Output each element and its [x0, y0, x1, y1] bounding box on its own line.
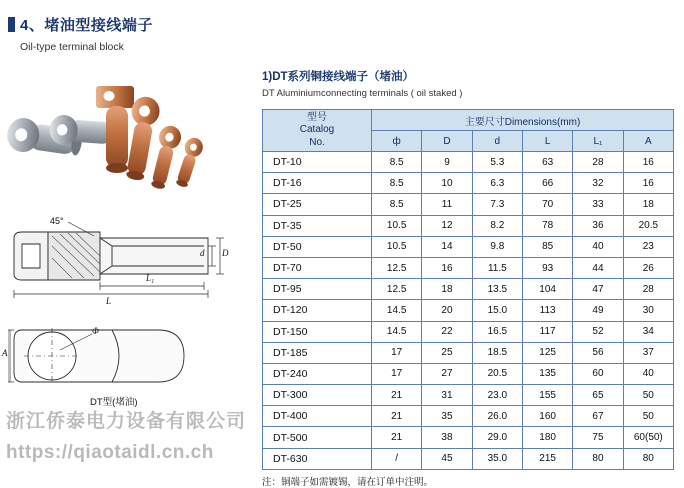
L-cell: 135 — [522, 363, 572, 384]
table-note — [262, 474, 674, 488]
page-title: 4、堵油型接线端子 — [20, 17, 153, 34]
L-cell: 93 — [522, 257, 572, 278]
header-catalog-cn: 型号 — [307, 111, 327, 123]
A-cell: 26 — [623, 257, 673, 278]
model-cell: DT-240 — [263, 363, 372, 384]
d-cell: 5.3 — [472, 152, 522, 173]
L1-cell: 56 — [573, 342, 623, 363]
phi-cell: 10.5 — [372, 236, 422, 257]
d-cell: 16.5 — [472, 321, 522, 342]
A-cell: 23 — [623, 236, 673, 257]
L1-cell: 60 — [573, 363, 623, 384]
phi-cell: 21 — [372, 385, 422, 406]
header-title-row — [8, 14, 428, 35]
L1-cell: 52 — [573, 321, 623, 342]
L-cell: 215 — [522, 448, 572, 469]
spec-title-cn: 1)DT系列铜接线端子（堵油） — [262, 71, 415, 83]
L-cell: 160 — [522, 406, 572, 427]
L-cell: 113 — [522, 300, 572, 321]
note-text: 铜端子如需镀锡，请在订单中注明。 — [281, 476, 434, 488]
header-catalog-en2: No. — [309, 136, 325, 148]
table-row — [263, 215, 674, 236]
header-L: L — [522, 131, 572, 152]
L1-cell: 33 — [573, 194, 623, 215]
A-cell: 18 — [623, 194, 673, 215]
table-row — [263, 152, 674, 173]
model-cell: DT-630 — [263, 448, 372, 469]
table-head — [263, 110, 674, 152]
table-row — [263, 448, 674, 469]
phi-cell: 14.5 — [372, 321, 422, 342]
A-cell: 30 — [623, 300, 673, 321]
D-cell: 12 — [422, 215, 472, 236]
header-catalog — [263, 110, 372, 152]
section-drawing — [8, 218, 248, 313]
section-drawing-svg — [8, 218, 248, 313]
label-L: L — [106, 296, 112, 306]
table-row — [263, 363, 674, 384]
model-cell: DT-10 — [263, 152, 372, 173]
lug-photo-svg — [6, 80, 256, 210]
table-row — [263, 342, 674, 363]
A-cell: 16 — [623, 152, 673, 173]
D-cell: 45 — [422, 448, 472, 469]
L-cell: 117 — [522, 321, 572, 342]
L1-cell: 28 — [573, 152, 623, 173]
phi-cell: / — [372, 448, 422, 469]
angle-label: 45° — [50, 216, 64, 226]
L-cell: 155 — [522, 385, 572, 406]
header-phi: ф — [372, 131, 422, 152]
L-cell: 180 — [522, 427, 572, 448]
phi-cell: 14.5 — [372, 300, 422, 321]
spec-panel — [262, 68, 674, 488]
A-cell: 28 — [623, 279, 673, 300]
spec-title-en: DT Aluminiumconnecting terminals ( oil staked ) — [262, 88, 463, 99]
table-row — [263, 257, 674, 278]
product-photo-group — [6, 80, 256, 210]
table-body — [263, 152, 674, 470]
model-cell: DT-35 — [263, 215, 372, 236]
phi-cell: 8.5 — [372, 194, 422, 215]
model-cell: DT-16 — [263, 173, 372, 194]
D-cell: 27 — [422, 363, 472, 384]
L-cell: 125 — [522, 342, 572, 363]
D-cell: 10 — [422, 173, 472, 194]
D-cell: 35 — [422, 406, 472, 427]
D-cell: 22 — [422, 321, 472, 342]
note-label: 注： — [262, 476, 282, 488]
L1-cell: 40 — [573, 236, 623, 257]
model-cell: DT-95 — [263, 279, 372, 300]
header-catalog-en1: Catalog — [299, 124, 335, 136]
A-cell: 20.5 — [623, 215, 673, 236]
label-A: A — [2, 348, 8, 358]
phi-cell: 12.5 — [372, 257, 422, 278]
D-cell: 20 — [422, 300, 472, 321]
d-cell: 35.0 — [472, 448, 522, 469]
L-cell: 70 — [522, 194, 572, 215]
page-subtitle: Oil-type terminal block — [20, 41, 124, 53]
d-cell: 9.8 — [472, 236, 522, 257]
table-row — [263, 385, 674, 406]
d-cell: 11.5 — [472, 257, 522, 278]
D-cell: 16 — [422, 257, 472, 278]
model-cell: DT-70 — [263, 257, 372, 278]
L1-cell: 32 — [573, 173, 623, 194]
model-cell: DT-150 — [263, 321, 372, 342]
A-cell: 37 — [623, 342, 673, 363]
page-header — [8, 14, 428, 53]
table-row — [263, 406, 674, 427]
D-cell: 14 — [422, 236, 472, 257]
A-cell: 16 — [623, 173, 673, 194]
watermark-url: https://qiaotaidl.cn.ch — [6, 442, 214, 463]
model-cell: DT-500 — [263, 427, 372, 448]
d-cell: 20.5 — [472, 363, 522, 384]
table-row — [263, 194, 674, 215]
model-cell: DT-50 — [263, 236, 372, 257]
L1-cell: 44 — [573, 257, 623, 278]
L-cell: 85 — [522, 236, 572, 257]
D-cell: 31 — [422, 385, 472, 406]
D-cell: 38 — [422, 427, 472, 448]
L1-cell: 47 — [573, 279, 623, 300]
table-row — [263, 173, 674, 194]
phi-cell: 8.5 — [372, 152, 422, 173]
label-D: D — [222, 248, 229, 258]
phi-cell: 21 — [372, 427, 422, 448]
L-cell: 63 — [522, 152, 572, 173]
D-cell: 18 — [422, 279, 472, 300]
label-phi: Φ — [92, 326, 99, 336]
L1-cell: 49 — [573, 300, 623, 321]
label-L1: L₁ — [146, 273, 155, 283]
model-cell: DT-185 — [263, 342, 372, 363]
d-cell: 6.3 — [472, 173, 522, 194]
L-cell: 104 — [522, 279, 572, 300]
L1-cell: 36 — [573, 215, 623, 236]
d-cell: 23.0 — [472, 385, 522, 406]
phi-cell: 12.5 — [372, 279, 422, 300]
header-L1: L₁ — [573, 131, 623, 152]
header-dimensions-group: 主要尺寸Dimensions(mm) — [372, 110, 674, 131]
A-cell: 50 — [623, 385, 673, 406]
d-cell: 8.2 — [472, 215, 522, 236]
table-row — [263, 300, 674, 321]
L1-cell: 67 — [573, 406, 623, 427]
L1-cell: 80 — [573, 448, 623, 469]
label-d: d — [200, 248, 205, 258]
model-cell: DT-400 — [263, 406, 372, 427]
table-row — [263, 279, 674, 300]
watermark-company: 浙江侨泰电力设备有限公司 — [6, 411, 247, 432]
L1-cell: 65 — [573, 385, 623, 406]
header-d: d — [472, 131, 522, 152]
header-A: A — [623, 131, 673, 152]
d-cell: 26.0 — [472, 406, 522, 427]
L-cell: 78 — [522, 215, 572, 236]
phi-cell: 17 — [372, 342, 422, 363]
A-cell: 50 — [623, 406, 673, 427]
table-row — [263, 427, 674, 448]
table-head-row-1 — [263, 110, 674, 131]
D-cell: 9 — [422, 152, 472, 173]
A-cell: 34 — [623, 321, 673, 342]
A-cell: 80 — [623, 448, 673, 469]
d-cell: 29.0 — [472, 427, 522, 448]
d-cell: 18.5 — [472, 342, 522, 363]
L1-cell: 75 — [573, 427, 623, 448]
phi-cell: 17 — [372, 363, 422, 384]
model-cell: DT-120 — [263, 300, 372, 321]
A-cell: 60(50) — [623, 427, 673, 448]
model-cell: DT-300 — [263, 385, 372, 406]
table-row — [263, 321, 674, 342]
d-cell: 13.5 — [472, 279, 522, 300]
phi-cell: 8.5 — [372, 173, 422, 194]
phi-cell: 21 — [372, 406, 422, 427]
d-cell: 15.0 — [472, 300, 522, 321]
D-cell: 25 — [422, 342, 472, 363]
model-cell: DT-25 — [263, 194, 372, 215]
header-D: D — [422, 131, 472, 152]
phi-cell: 10.5 — [372, 215, 422, 236]
diagram-caption: DT型(堵油) — [90, 397, 138, 408]
A-cell: 40 — [623, 363, 673, 384]
dimensions-table — [262, 109, 674, 470]
d-cell: 7.3 — [472, 194, 522, 215]
L-cell: 66 — [522, 173, 572, 194]
bullet-mark-icon — [8, 17, 15, 32]
D-cell: 11 — [422, 194, 472, 215]
table-row — [263, 236, 674, 257]
